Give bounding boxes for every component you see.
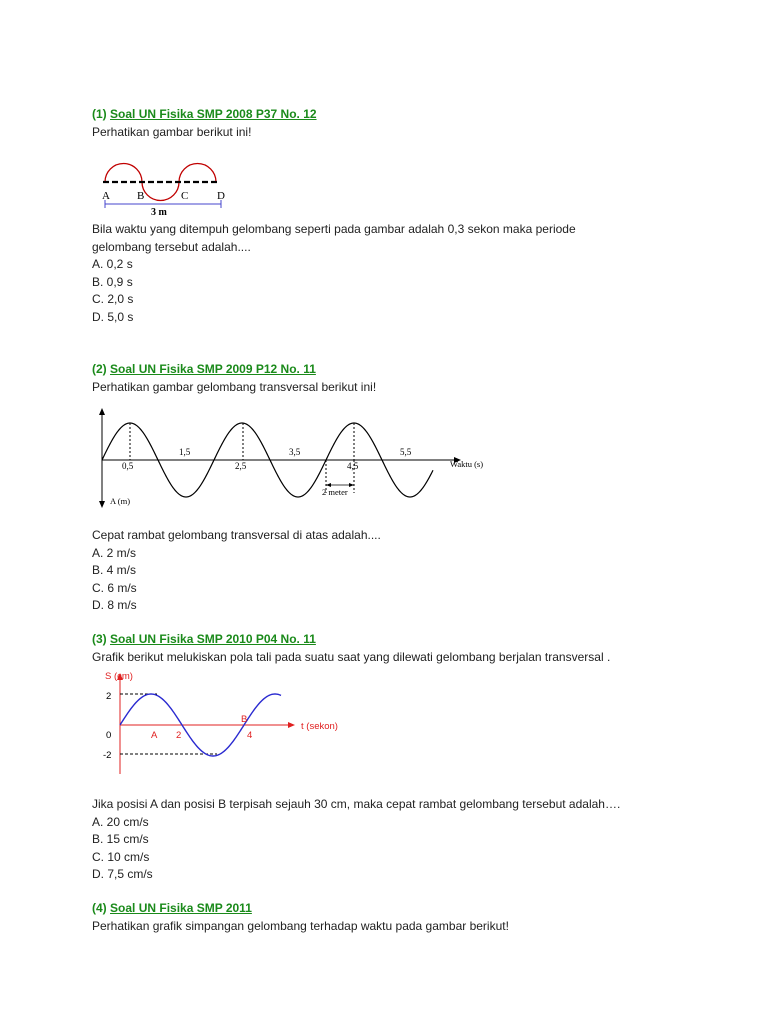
question-number: (1) <box>92 107 107 121</box>
tick-label: 1,5 <box>179 447 191 457</box>
question-3-body <box>92 796 732 884</box>
tick-label: 4,5 <box>347 461 359 471</box>
question-3-link[interactable]: Soal UN Fisika SMP 2010 P04 No. 11 <box>110 632 316 646</box>
question-1-header <box>92 106 732 141</box>
question-2-body <box>92 527 732 615</box>
question-3-text: Jika posisi A dan posisi B terpisah sejauh 30 cm, maka cepat rambat gelombang tersebut adalah…. <box>92 797 621 811</box>
question-4-link[interactable]: Soal UN Fisika SMP 2011 <box>110 901 252 915</box>
option-a: A. 0,2 s <box>92 257 133 271</box>
tick-label: 3,5 <box>289 447 301 457</box>
y-axis-label: S (cm) <box>105 671 133 682</box>
question-1-body <box>92 221 732 326</box>
option-a: A. 2 m/s <box>92 545 137 560</box>
length-label: 3 m <box>151 207 167 218</box>
option-d: D. 8 m/s <box>92 598 137 612</box>
x-tick-label: 4 <box>247 730 253 741</box>
y-tick-label: 0 <box>106 730 112 741</box>
option-c: C. 10 cm/s <box>92 849 150 864</box>
question-number: (4) <box>92 901 107 915</box>
question-2-header <box>92 361 732 396</box>
question-number: (2) <box>92 362 107 376</box>
point-label-a: A <box>102 190 110 202</box>
distance-annotation: 2 meter <box>322 487 348 497</box>
option-c: C. 2,0 s <box>92 292 134 306</box>
question-1-text-line-2: gelombang tersebut adalah.... <box>92 239 251 254</box>
tick-label: 2,5 <box>235 461 247 471</box>
y-axis-label: A (m) <box>110 496 131 506</box>
question-1-text-line-1: Bila waktu yang ditempuh gelombang seperti pada gambar adalah 0,3 sekon maka periode <box>92 222 576 236</box>
tick-label: 5,5 <box>400 447 412 457</box>
question-1-link[interactable]: Soal UN Fisika SMP 2008 P37 No. 12 <box>110 107 317 121</box>
tick-label: 0,5 <box>122 461 134 471</box>
question-2-text: Cepat rambat gelombang transversal di atas adalah.... <box>92 528 381 542</box>
y-tick-label: 2 <box>106 691 112 702</box>
question-4-header <box>92 900 732 935</box>
figure-2-transverse-wave <box>88 405 508 513</box>
question-number: (3) <box>92 632 107 646</box>
question-2-intro: Perhatikan gambar gelombang transversal berikut ini! <box>92 379 377 394</box>
option-d: D. 7,5 cm/s <box>92 867 153 881</box>
point-label-b: B <box>241 714 248 725</box>
point-label-d: D <box>217 190 225 202</box>
question-3-header <box>92 631 732 666</box>
question-4-intro: Perhatikan grafik simpangan gelombang terhadap waktu pada gambar berikut! <box>92 918 509 933</box>
option-b: B. 15 cm/s <box>92 832 149 846</box>
question-2-link[interactable]: Soal UN Fisika SMP 2009 P12 No. 11 <box>110 362 316 376</box>
x-tick-label: 2 <box>176 730 182 741</box>
option-b: B. 4 m/s <box>92 563 137 577</box>
x-axis-label: t (sekon) <box>301 721 338 732</box>
question-3-intro: Grafik berikut melukiskan pola tali pada suatu saat yang dilewati gelombang berjalan transversal . <box>92 649 611 664</box>
y-tick-label: -2 <box>103 750 112 761</box>
point-label-c: C <box>181 190 189 202</box>
x-tick-label: A <box>151 730 158 741</box>
question-1-intro: Perhatikan gambar berikut ini! <box>92 124 252 139</box>
option-a: A. 20 cm/s <box>92 814 149 829</box>
figure-1-string-wave <box>95 152 235 222</box>
x-axis-label: Waktu (s) <box>450 459 484 469</box>
figure-3-rope-wave <box>95 668 365 778</box>
point-label-b: B <box>137 190 145 202</box>
option-b: B. 0,9 s <box>92 274 133 289</box>
option-d: D. 5,0 s <box>92 309 134 324</box>
option-c: C. 6 m/s <box>92 580 137 595</box>
